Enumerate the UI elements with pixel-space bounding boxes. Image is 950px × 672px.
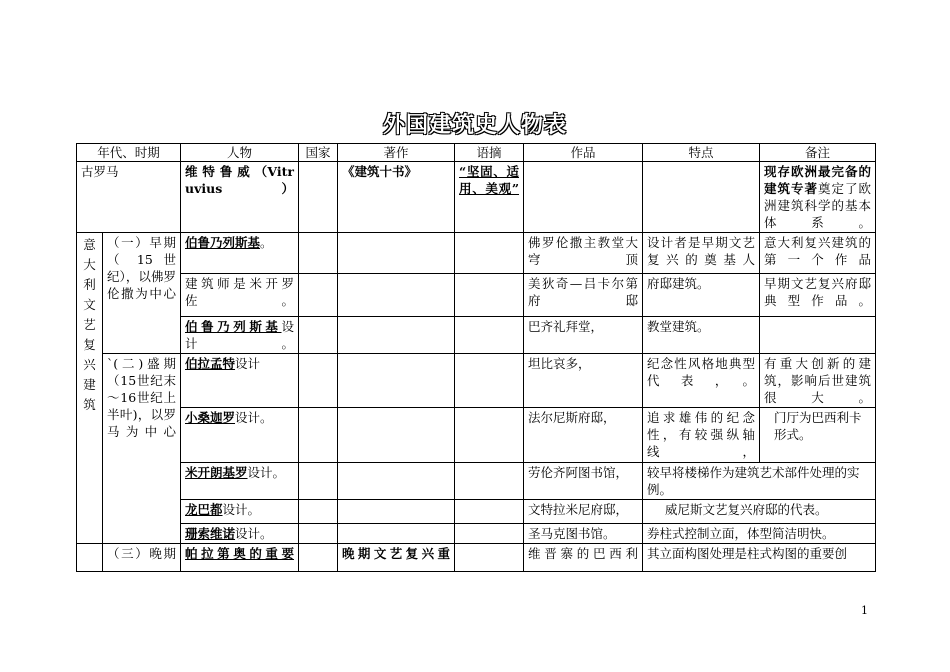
quote-cell xyxy=(455,317,524,354)
late-period-label: （三）晚期 xyxy=(103,544,181,572)
feature-cell: 券柱式控制立面，体型简洁明快。 xyxy=(643,524,876,544)
table-row xyxy=(77,408,876,463)
person-rest: 设计。 xyxy=(185,319,295,351)
person-cell xyxy=(181,524,299,544)
early-period-label: （一）早期（ 15 世纪），以佛罗伦撒为中心 xyxy=(103,233,181,354)
quote-cell xyxy=(455,162,524,233)
table-row xyxy=(77,317,876,354)
country-cell xyxy=(299,354,338,408)
person-cell xyxy=(181,463,299,500)
quote-cell xyxy=(455,354,524,408)
page-number: 1 xyxy=(861,604,868,617)
book-cell xyxy=(338,317,455,354)
table-row xyxy=(77,544,876,572)
book-cell xyxy=(338,463,455,500)
country-cell xyxy=(299,233,338,274)
person-rest: 设计。 xyxy=(222,502,261,517)
architect-name: 帕拉第奥的重要 xyxy=(185,546,295,561)
feature-cell: 纪念性风格地典型代表，。 xyxy=(643,354,760,408)
note-cell: 早期文艺复兴府邸典型作品。 xyxy=(760,274,876,317)
note-cell: 有重大创新的建筑，影响后世建筑很大。 xyxy=(760,354,876,408)
person-rest: 设计 xyxy=(235,356,261,371)
architect-name: 小桑迦罗 xyxy=(185,410,236,425)
architect-name: 珊索维诺 xyxy=(185,526,236,541)
table-row xyxy=(77,162,876,233)
person-cell xyxy=(181,408,299,463)
country-cell xyxy=(299,500,338,524)
country-cell xyxy=(299,544,338,572)
person-cell: 建筑师是米开罗佐。 xyxy=(181,274,299,317)
architect-name: 米开朗基罗 xyxy=(185,465,248,480)
feature-cell: 府邸建筑。 xyxy=(643,274,760,317)
country-cell xyxy=(299,274,338,317)
document-title: 外国建筑史人物表 xyxy=(382,113,567,138)
renaissance-label: 意 大 利 文 艺 复 兴 建 筑 xyxy=(77,233,103,544)
feature-cell: 设计者是早期文艺复兴的奠基人 xyxy=(643,233,760,274)
book-cell xyxy=(338,500,455,524)
note-cell: 意大利复兴建筑的第一个作品 xyxy=(760,233,876,274)
book-cell: 《建筑十书》 xyxy=(338,162,455,233)
quote-cell xyxy=(455,274,524,317)
book-cell xyxy=(338,354,455,408)
header-row xyxy=(77,144,876,162)
header-person: 人物 xyxy=(181,144,299,162)
book-cell xyxy=(338,274,455,317)
table-row xyxy=(77,274,876,317)
quote-cell xyxy=(455,463,524,500)
feature-cell: 教堂建筑。 xyxy=(643,317,760,354)
feature-cell: 较早将楼梯作为建筑艺术部件处理的实例。 xyxy=(643,463,876,500)
feature-cell: 追求雄伟的纪念性，有较强纵轴线， xyxy=(643,408,760,463)
header-era: 年代、时期 xyxy=(77,144,181,162)
country-cell xyxy=(299,162,338,233)
person-cell xyxy=(181,354,299,408)
note-cell xyxy=(760,162,876,233)
quote-cell xyxy=(455,500,524,524)
person-rest: 设计。 xyxy=(235,410,273,425)
architect-name: 伯鲁乃列斯基 xyxy=(185,235,261,250)
feature-cell: 威尼斯文艺复兴府邸的代表。 xyxy=(643,500,876,524)
note-cell xyxy=(760,317,876,354)
country-cell xyxy=(299,317,338,354)
header-works: 著作 xyxy=(338,144,455,162)
person-cell xyxy=(181,544,299,572)
header-notes: 备注 xyxy=(760,144,876,162)
table-row xyxy=(77,463,876,500)
table-row xyxy=(77,500,876,524)
table-row xyxy=(77,354,876,408)
architect-name: 伯拉孟特 xyxy=(185,356,236,371)
quote-cell xyxy=(455,544,524,572)
architect-name: 伯鲁乃列斯基 xyxy=(185,319,282,334)
work-cell xyxy=(524,162,643,233)
work-cell: 维晋寨的巴西利 xyxy=(524,544,643,572)
table-row xyxy=(77,233,876,274)
feature-cell: 其立面构图处理是柱式构图的重要创 xyxy=(643,544,876,572)
person-rest: 设计。 xyxy=(235,526,273,541)
book-cell xyxy=(338,524,455,544)
country-cell xyxy=(299,408,338,463)
work-cell: 佛罗伦撒主教堂大穹顶 xyxy=(524,233,643,274)
country-cell xyxy=(299,463,338,500)
work-cell: 坦比哀多， xyxy=(524,354,643,408)
work-cell: 法尔尼斯府邸， xyxy=(524,408,643,463)
quote-text: “坚固、适用、美观” xyxy=(459,164,520,196)
renaissance-label-cont xyxy=(77,544,103,572)
work-cell: 美狄奇—吕卡尔第府邸 xyxy=(524,274,643,317)
person-cell: 维 特 鲁 威 （Vitruvius） xyxy=(181,162,299,233)
header-country: 国家 xyxy=(299,144,338,162)
person-cell xyxy=(181,317,299,354)
era-cell: 古罗马 xyxy=(77,162,181,233)
person-rest: 设计。 xyxy=(247,465,286,480)
person-rest: 。 xyxy=(260,235,273,250)
quote-cell xyxy=(455,408,524,463)
person-cell xyxy=(181,233,299,274)
work-cell: 文特拉米尼府邸， xyxy=(524,500,643,524)
high-period-label: `(二)盛期（15世纪末～16世纪上半叶)，以罗马为中心 xyxy=(103,354,181,544)
note-rest: 奠定了欧洲建筑科学的基本体系。 xyxy=(764,181,872,230)
header-features: 特点 xyxy=(643,144,760,162)
note-cell: 门厅为巴西利卡形式。 xyxy=(760,408,876,463)
header-buildings: 作品 xyxy=(524,144,643,162)
book-cell xyxy=(338,233,455,274)
feature-cell xyxy=(643,162,760,233)
country-cell xyxy=(299,524,338,544)
quote-cell xyxy=(455,233,524,274)
work-cell: 巴齐礼拜堂， xyxy=(524,317,643,354)
book-cell: 晚期文艺复兴重 xyxy=(338,544,455,572)
book-cell xyxy=(338,408,455,463)
work-cell: 圣马克图书馆。 xyxy=(524,524,643,544)
quote-cell xyxy=(455,524,524,544)
header-quote: 语摘 xyxy=(455,144,524,162)
architect-name: 龙巴都 xyxy=(185,502,223,517)
work-cell: 劳伦齐阿图书馆， xyxy=(524,463,643,500)
note-bold: 现存欧洲最完备的建筑专著 xyxy=(764,164,872,196)
person-cell xyxy=(181,500,299,524)
table-row xyxy=(77,524,876,544)
architect-table xyxy=(76,143,876,572)
